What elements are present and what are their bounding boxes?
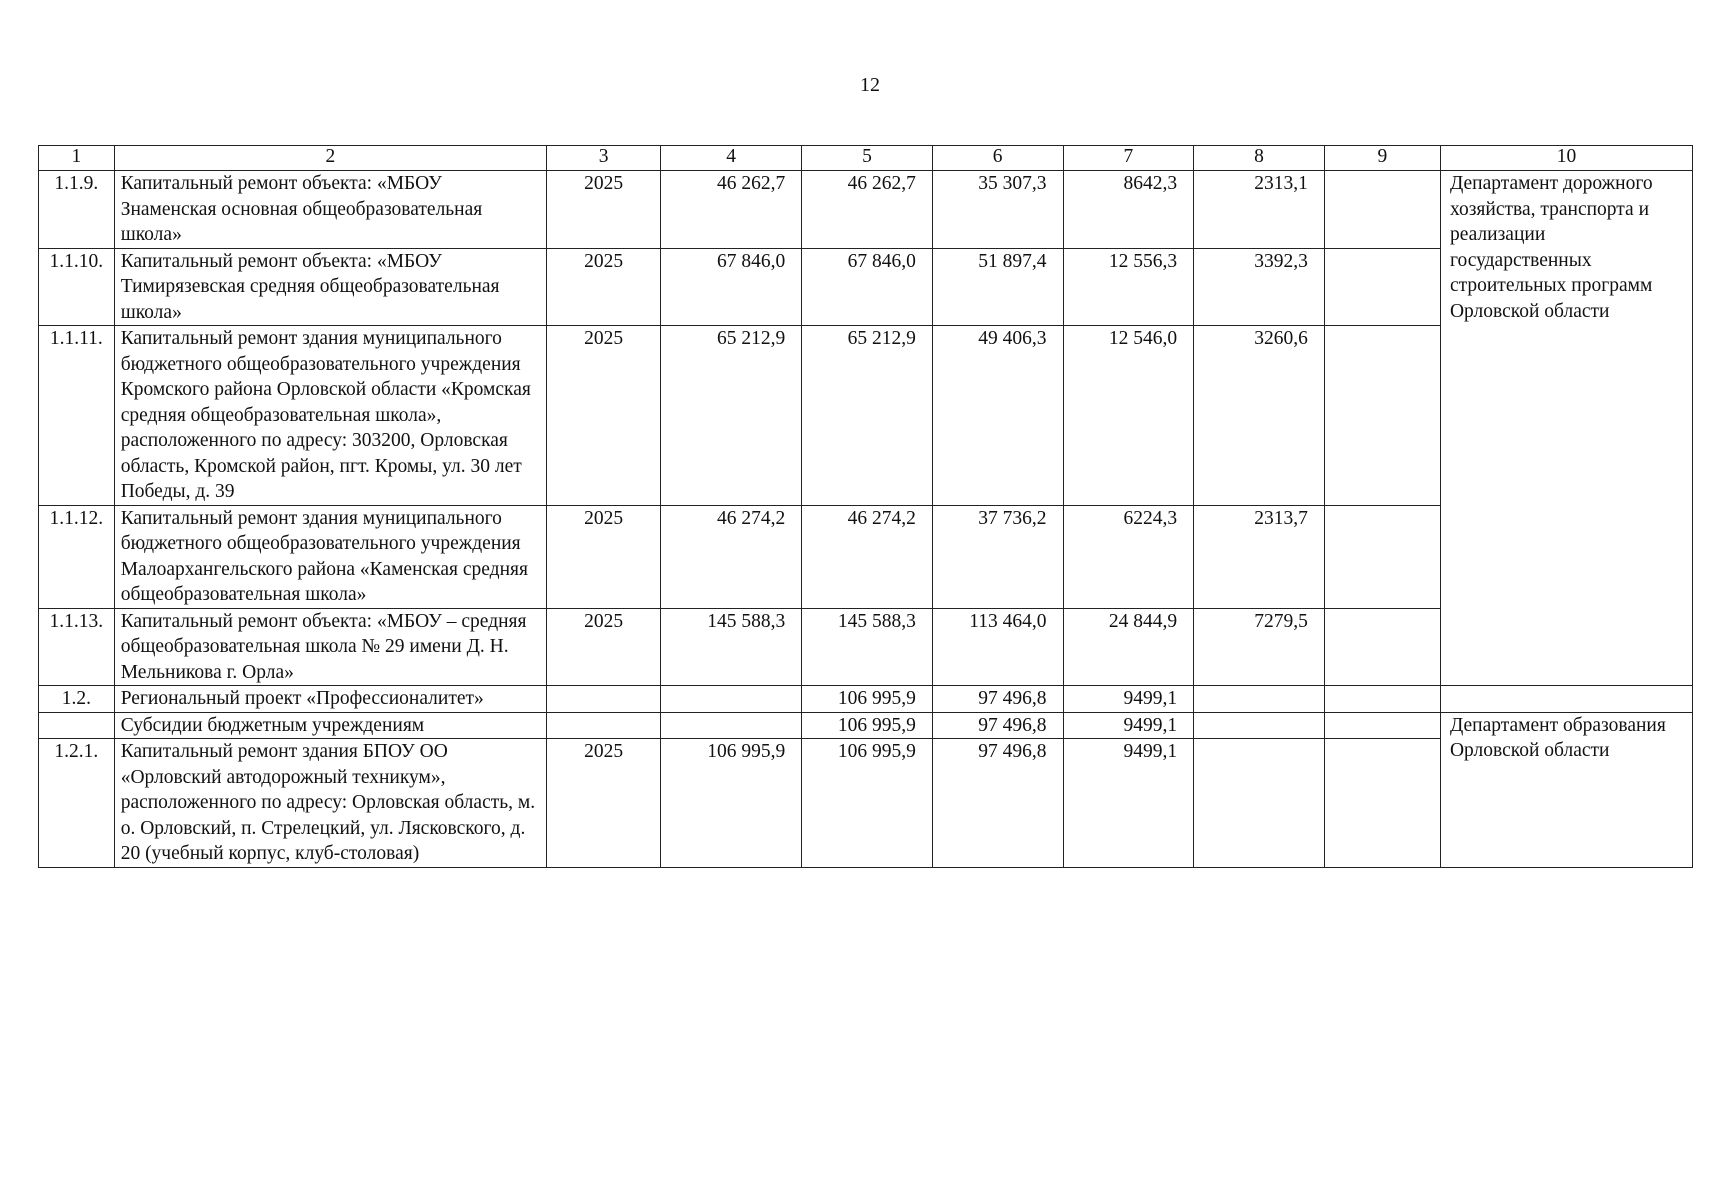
row-number: [39, 712, 115, 739]
row-col6: 97 496,8: [932, 712, 1063, 739]
row-col5: 106 995,9: [802, 712, 933, 739]
row-col8: 2313,1: [1194, 171, 1325, 249]
page-number: 12: [860, 74, 880, 96]
row-col9: [1324, 739, 1440, 868]
column-header: 4: [661, 146, 802, 171]
row-col9: [1324, 171, 1440, 249]
row-col5: 106 995,9: [802, 739, 933, 868]
row-col4: 46 262,7: [661, 171, 802, 249]
row-col4: [661, 712, 802, 739]
column-header: 3: [547, 146, 661, 171]
row-year: 2025: [547, 326, 661, 506]
row-col8: [1194, 739, 1325, 868]
row-number: 1.1.10.: [39, 248, 115, 326]
row-number: 1.1.12.: [39, 505, 115, 608]
row-col7: 9499,1: [1063, 686, 1194, 713]
row-name: Капитальный ремонт объекта: «МБОУ Тимирязевская средняя общеобразовательная школа»: [114, 248, 546, 326]
row-col6: 51 897,4: [932, 248, 1063, 326]
row-col6: 49 406,3: [932, 326, 1063, 506]
row-col5: 67 846,0: [802, 248, 933, 326]
column-header: 5: [802, 146, 933, 171]
row-year: 2025: [547, 171, 661, 249]
row-col7: 12 556,3: [1063, 248, 1194, 326]
column-header: 8: [1194, 146, 1325, 171]
row-name: Капитальный ремонт здания муниципального бюджетного общеобразовательного учреждения Малоархангельского района «Каменская средняя общеобразовательная школа»: [114, 505, 546, 608]
row-col7: 12 546,0: [1063, 326, 1194, 506]
row-year: 2025: [547, 608, 661, 686]
row-name: Капитальный ремонт здания муниципального бюджетного общеобразовательного учреждения Кромского района Орловской области «Кромская средняя общеобразовательная школа», расположенного по адресу: 303200, Орловская область, Кромской район, пгт. Кромы, ул. 30 лет Победы, д. 39: [114, 326, 546, 506]
row-number: 1.1.13.: [39, 608, 115, 686]
row-col8: 3392,3: [1194, 248, 1325, 326]
row-col6: 37 736,2: [932, 505, 1063, 608]
column-header: 9: [1324, 146, 1440, 171]
row-col9: [1324, 686, 1440, 713]
row-col8: [1194, 686, 1325, 713]
row-col6: 97 496,8: [932, 739, 1063, 868]
row-col6: 35 307,3: [932, 171, 1063, 249]
row-col8: 7279,5: [1194, 608, 1325, 686]
row-col4: 106 995,9: [661, 739, 802, 868]
row-number: 1.1.11.: [39, 326, 115, 506]
row-name: Капитальный ремонт здания БПОУ ОО «Орловский автодорожный техникум», расположенного по адресу: Орловская область, м. о. Орловский, п. Стрелецкий, ул. Лясковского, д. 20 (учебный корпус, клуб-столовая): [114, 739, 546, 868]
row-col9: [1324, 505, 1440, 608]
table-row: [39, 686, 1693, 713]
row-number: 1.2.: [39, 686, 115, 713]
table-row: [39, 171, 1693, 249]
row-col9: [1324, 712, 1440, 739]
row-col8: 3260,6: [1194, 326, 1325, 506]
row-col4: 67 846,0: [661, 248, 802, 326]
row-number: 1.2.1.: [39, 739, 115, 868]
row-name: Субсидии бюджетным учреждениям: [114, 712, 546, 739]
row-year: 2025: [547, 248, 661, 326]
row-col9: [1324, 248, 1440, 326]
responsible-roads: Департамент дорожного хозяйства, транспорта и реализации государственных строительных программ Орловской области: [1440, 171, 1692, 686]
row-col4: 145 588,3: [661, 608, 802, 686]
column-header: 10: [1440, 146, 1692, 171]
row-col5: 46 262,7: [802, 171, 933, 249]
row-col4: 65 212,9: [661, 326, 802, 506]
column-header: 2: [114, 146, 546, 171]
column-header: 1: [39, 146, 115, 171]
responsible-education: Департамент образования Орловской области: [1440, 712, 1692, 867]
row-col5: 145 588,3: [802, 608, 933, 686]
program-table: [38, 145, 1693, 868]
row-name: Капитальный ремонт объекта: «МБОУ – средняя общеобразовательная школа № 29 имени Д. Н. Мельникова г. Орла»: [114, 608, 546, 686]
row-col7: 9499,1: [1063, 739, 1194, 868]
row-col6: 113 464,0: [932, 608, 1063, 686]
row-year: 2025: [547, 739, 661, 868]
row-col5: 46 274,2: [802, 505, 933, 608]
row-col6: 97 496,8: [932, 686, 1063, 713]
row-col8: 2313,7: [1194, 505, 1325, 608]
row-col8: [1194, 712, 1325, 739]
row-number: 1.1.9.: [39, 171, 115, 249]
row-col4: [661, 686, 802, 713]
row-year: 2025: [547, 505, 661, 608]
row-col5: 106 995,9: [802, 686, 933, 713]
row-col4: 46 274,2: [661, 505, 802, 608]
row-col9: [1324, 326, 1440, 506]
row-year: [547, 712, 661, 739]
row-name: Региональный проект «Профессионалитет»: [114, 686, 546, 713]
column-header: 7: [1063, 146, 1194, 171]
row-col10: [1440, 686, 1692, 713]
table-row: [39, 712, 1693, 739]
row-col5: 65 212,9: [802, 326, 933, 506]
row-year: [547, 686, 661, 713]
row-name: Капитальный ремонт объекта: «МБОУ Знаменская основная общеобразовательная школа»: [114, 171, 546, 249]
row-col7: 24 844,9: [1063, 608, 1194, 686]
row-col9: [1324, 608, 1440, 686]
column-header-row: [39, 146, 1693, 171]
row-col7: 6224,3: [1063, 505, 1194, 608]
row-col7: 8642,3: [1063, 171, 1194, 249]
row-col7: 9499,1: [1063, 712, 1194, 739]
column-header: 6: [932, 146, 1063, 171]
